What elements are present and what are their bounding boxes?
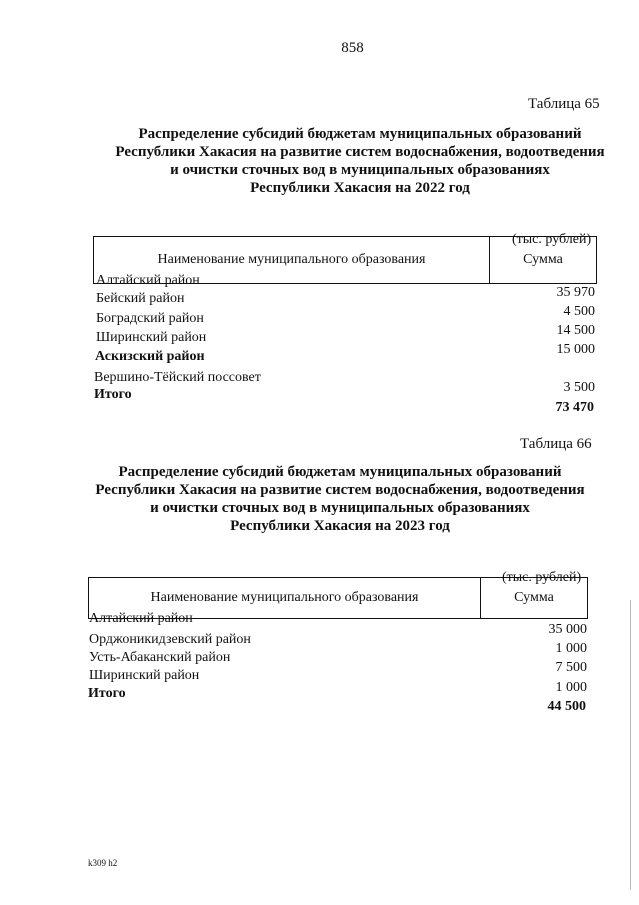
table-66-title-line: Республики Хакасия на развитие систем водоснабжения, водоотведения [95,482,585,498]
table-65-unit: (тыс. рублей) [512,232,592,247]
table-row-value: 4 500 [563,304,595,319]
table-row-name: Аскизский район [95,349,205,364]
table-row-name: Алтайский район [96,273,200,288]
scan-edge-mark [630,600,631,890]
table-66-col-sum: Сумма [514,590,554,605]
table-65-title-line: Республики Хакасия на развитие систем водоснабжения, водоотведения [115,144,605,160]
table-row-value: 35 000 [548,622,587,637]
table-66-title-line: Республики Хакасия на 2023 год [230,518,450,534]
table-65-title-line: Распределение субсидий бюджетам муниципальных образований [138,126,582,142]
table-row-value: 15 000 [556,342,595,357]
footer-code: k309 h2 [88,858,118,868]
table-65-title-line: Республики Хакасия на 2022 год [250,180,470,196]
table-65-title [60,125,639,197]
table-66-title-line: и очистки сточных вод в муниципальных образованиях [150,500,530,516]
table-row-value: 1 000 [555,641,587,656]
table-row-value: 14 500 [556,323,595,338]
table-row-name: Итого [94,387,132,402]
table-row-name: Усть-Абаканский район [89,650,231,665]
table-66-col-name: Наименование муниципального образования [89,578,481,618]
table-row-value: 73 470 [555,400,594,415]
table-row-name: Итого [88,686,126,701]
table-66-unit: (тыс. рублей) [502,570,582,585]
table-65-title-line: и очистки сточных вод в муниципальных образованиях [170,162,550,178]
table-row-name: Вершино-Тёйский поссовет [94,370,261,385]
table-65-col-sum: Сумма [523,252,563,267]
table-row-name: Бейский район [96,291,185,306]
table-65-col-name: Наименование муниципального образования [94,237,490,283]
table-row-name: Боградский район [96,311,204,326]
table-row-name: Ширинский район [89,668,200,683]
table-66-label: Таблица 66 [520,436,592,452]
table-65-label: Таблица 65 [528,96,600,112]
page-number: 858 [341,40,364,56]
table-66-title [40,463,639,535]
table-row-value: 44 500 [547,699,586,714]
table-66-title-line: Распределение субсидий бюджетам муниципальных образований [118,464,562,480]
table-row-value: 3 500 [563,380,595,395]
table-row-value: 1 000 [555,680,587,695]
table-row-value: 35 970 [556,285,595,300]
table-row-value: 7 500 [555,660,587,675]
table-row-name: Ширинский район [96,330,207,345]
table-row-name: Орджоникидзевский район [89,632,251,647]
table-row-name: Алтайский район [89,611,193,626]
